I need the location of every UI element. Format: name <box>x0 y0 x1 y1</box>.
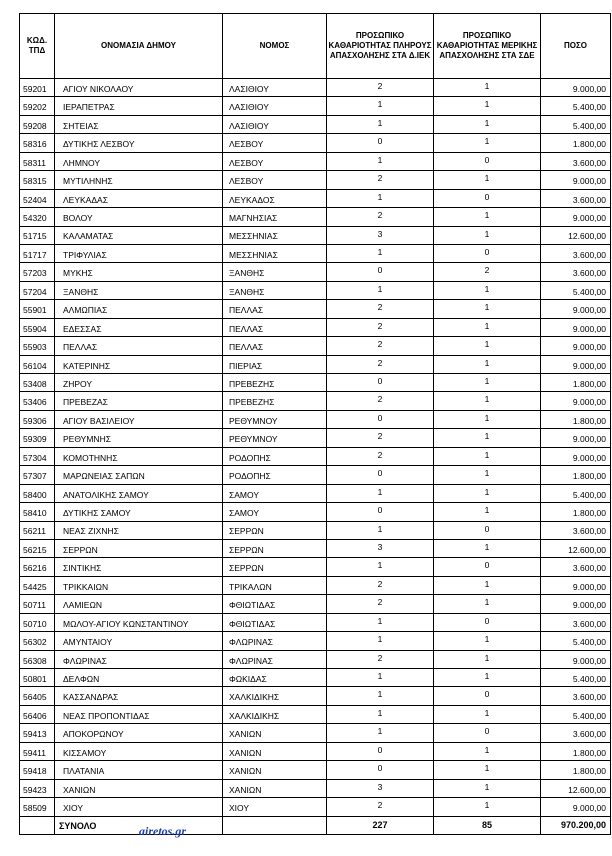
cell-part-time: 0 <box>434 724 541 742</box>
cell-code: 57307 <box>20 466 55 484</box>
cell-prefecture: ΞΑΝΘΗΣ <box>223 263 327 281</box>
cell-full-time: 2 <box>327 79 434 97</box>
table-row <box>20 576 611 594</box>
cell-municipality: ΚΑΤΕΡΙΝΗΣ <box>55 355 223 373</box>
cell-part-time: 0 <box>434 521 541 539</box>
table-row <box>20 669 611 687</box>
table-header-row <box>20 14 611 79</box>
table-row <box>20 355 611 373</box>
cell-full-time: 2 <box>327 300 434 318</box>
cell-code: 56302 <box>20 632 55 650</box>
cell-prefecture: ΣΕΡΡΩΝ <box>223 539 327 557</box>
cell-full-time: 1 <box>327 669 434 687</box>
cell-municipality: ΜΥΤΙΛΗΝΗΣ <box>55 171 223 189</box>
table-row <box>20 539 611 557</box>
table-row <box>20 484 611 502</box>
cell-amount: 5.400,00 <box>541 632 611 650</box>
cell-full-time: 2 <box>327 429 434 447</box>
cell-code: 59423 <box>20 779 55 797</box>
cell-prefecture: ΧΙΟΥ <box>223 798 327 816</box>
cell-amount: 9.000,00 <box>541 576 611 594</box>
cell-part-time: 1 <box>434 503 541 521</box>
table-row <box>20 724 611 742</box>
cell-amount: 5.400,00 <box>541 705 611 723</box>
cell-part-time: 1 <box>434 539 541 557</box>
cell-code: 56406 <box>20 705 55 723</box>
cell-part-time: 1 <box>434 798 541 816</box>
cell-code: 56104 <box>20 355 55 373</box>
cell-part-time: 0 <box>434 189 541 207</box>
cell-amount: 5.400,00 <box>541 484 611 502</box>
cell-code: 50710 <box>20 613 55 631</box>
cell-prefecture: ΦΘΙΩΤΙΔΑΣ <box>223 595 327 613</box>
cell-part-time: 1 <box>434 226 541 244</box>
cell-part-time: 1 <box>434 171 541 189</box>
cell-amount: 1.800,00 <box>541 410 611 428</box>
table-row <box>20 521 611 539</box>
cell-full-time: 1 <box>327 484 434 502</box>
cell-part-time: 2 <box>434 263 541 281</box>
cell-code: 50711 <box>20 595 55 613</box>
cell-amount: 3.600,00 <box>541 724 611 742</box>
cell-municipality: ΛΕΥΚΑΔΑΣ <box>55 189 223 207</box>
total-row <box>20 816 611 834</box>
cell-prefecture: ΠΙΕΡΙΑΣ <box>223 355 327 373</box>
cell-code: 59309 <box>20 429 55 447</box>
cell-code: 59202 <box>20 97 55 115</box>
cell-municipality: ΔΥΤΙΚΗΣ ΛΕΣΒΟΥ <box>55 134 223 152</box>
cell-full-time: 0 <box>327 503 434 521</box>
cell-full-time: 1 <box>327 115 434 133</box>
cell-code: 55901 <box>20 300 55 318</box>
cell-part-time: 1 <box>434 337 541 355</box>
cell-municipality: ΑΓΙΟΥ ΒΑΣΙΛΕΙΟΥ <box>55 410 223 428</box>
cell-code: 55903 <box>20 337 55 355</box>
cell-municipality: ΦΛΩΡΙΝΑΣ <box>55 650 223 668</box>
cell-prefecture: ΠΡΕΒΕΖΗΣ <box>223 392 327 410</box>
cell-code: 57203 <box>20 263 55 281</box>
header-municipality: ΟΝΟΜΑΣΙΑ ΔΗΜΟΥ <box>55 14 223 79</box>
cell-part-time: 1 <box>434 650 541 668</box>
cell-full-time: 1 <box>327 152 434 170</box>
cell-code: 59201 <box>20 79 55 97</box>
cell-amount: 1.800,00 <box>541 134 611 152</box>
cell-amount: 3.600,00 <box>541 263 611 281</box>
cell-prefecture: ΣΕΡΡΩΝ <box>223 558 327 576</box>
cell-full-time: 2 <box>327 576 434 594</box>
cell-municipality: ΞΑΝΘΗΣ <box>55 281 223 299</box>
cell-prefecture: ΧΑΝΙΩΝ <box>223 724 327 742</box>
cell-code: 58509 <box>20 798 55 816</box>
cell-amount: 1.800,00 <box>541 761 611 779</box>
cell-code: 53408 <box>20 374 55 392</box>
cell-full-time: 1 <box>327 97 434 115</box>
header-part-time-staff: ΠΡΟΣΩΠΙΚΟ ΚΑΘΑΡΙΟΤΗΤΑΣ ΜΕΡΙΚΗΣ ΑΠΑΣΧΟΛΗΣΗΣ ΣΤΑ ΣΔΕ <box>434 14 541 79</box>
cell-amount: 5.400,00 <box>541 281 611 299</box>
cell-full-time: 3 <box>327 779 434 797</box>
cell-part-time: 1 <box>434 134 541 152</box>
cell-municipality: ΑΛΜΩΠΙΑΣ <box>55 300 223 318</box>
cell-amount: 12.600,00 <box>541 539 611 557</box>
cell-full-time: 2 <box>327 355 434 373</box>
cell-municipality: ΑΝΑΤΟΛΙΚΗΣ ΣΑΜΟΥ <box>55 484 223 502</box>
cell-municipality: ΑΠΟΚΟΡΩΝΟΥ <box>55 724 223 742</box>
cell-municipality: ΔΥΤΙΚΗΣ ΣΑΜΟΥ <box>55 503 223 521</box>
cell-municipality: ΕΔΕΣΣΑΣ <box>55 318 223 336</box>
cell-prefecture: ΛΑΣΙΘΙΟΥ <box>223 115 327 133</box>
cell-prefecture: ΛΕΥΚΑΔΟΣ <box>223 189 327 207</box>
cell-part-time: 0 <box>434 152 541 170</box>
table-row <box>20 779 611 797</box>
cell-municipality: ΣΗΤΕΙΑΣ <box>55 115 223 133</box>
cell-full-time: 2 <box>327 650 434 668</box>
cell-part-time: 1 <box>434 669 541 687</box>
cell-part-time: 0 <box>434 244 541 262</box>
cell-prefecture: ΛΕΣΒΟΥ <box>223 134 327 152</box>
cell-part-time: 1 <box>434 115 541 133</box>
table-row <box>20 189 611 207</box>
cell-full-time: 2 <box>327 208 434 226</box>
table-row <box>20 466 611 484</box>
cell-full-time: 2 <box>327 392 434 410</box>
cell-part-time: 1 <box>434 466 541 484</box>
cell-full-time: 1 <box>327 558 434 576</box>
cell-code: 59411 <box>20 742 55 760</box>
cell-code: 53406 <box>20 392 55 410</box>
cell-prefecture: ΦΘΙΩΤΙΔΑΣ <box>223 613 327 631</box>
cell-prefecture: ΧΑΛΚΙΔΙΚΗΣ <box>223 687 327 705</box>
cell-municipality: ΧΑΝΙΩΝ <box>55 779 223 797</box>
cell-prefecture: ΡΟΔΟΠΗΣ <box>223 466 327 484</box>
cell-full-time: 2 <box>327 798 434 816</box>
table-row <box>20 171 611 189</box>
cell-amount: 9.000,00 <box>541 337 611 355</box>
table-row <box>20 558 611 576</box>
cell-part-time: 1 <box>434 742 541 760</box>
total-prefecture-cell <box>223 816 327 834</box>
cell-code: 51715 <box>20 226 55 244</box>
cell-code: 52404 <box>20 189 55 207</box>
cell-municipality: ΑΓΙΟΥ ΝΙΚΟΛΑΟΥ <box>55 79 223 97</box>
allocation-table <box>19 13 611 835</box>
table-row <box>20 97 611 115</box>
cell-part-time: 0 <box>434 613 541 631</box>
cell-municipality: ΤΡΙΦΥΛΙΑΣ <box>55 244 223 262</box>
table-row <box>20 761 611 779</box>
table-row <box>20 318 611 336</box>
total-part-time: 85 <box>434 816 541 834</box>
cell-amount: 1.800,00 <box>541 466 611 484</box>
cell-full-time: 0 <box>327 263 434 281</box>
cell-municipality: ΖΗΡΟΥ <box>55 374 223 392</box>
cell-part-time: 1 <box>434 281 541 299</box>
cell-amount: 9.000,00 <box>541 318 611 336</box>
cell-prefecture: ΜΑΓΝΗΣΙΑΣ <box>223 208 327 226</box>
header-amount: ΠΟΣΟ <box>541 14 611 79</box>
cell-code: 58311 <box>20 152 55 170</box>
cell-municipality: ΚΑΛΑΜΑΤΑΣ <box>55 226 223 244</box>
cell-amount: 5.400,00 <box>541 97 611 115</box>
cell-code: 57204 <box>20 281 55 299</box>
cell-code: 59306 <box>20 410 55 428</box>
cell-prefecture: ΦΛΩΡΙΝΑΣ <box>223 650 327 668</box>
cell-part-time: 1 <box>434 392 541 410</box>
cell-municipality: ΠΡΕΒΕΖΑΣ <box>55 392 223 410</box>
cell-prefecture: ΧΑΝΙΩΝ <box>223 779 327 797</box>
cell-prefecture: ΠΕΛΛΑΣ <box>223 337 327 355</box>
cell-municipality: ΑΜΥΝΤΑΙΟΥ <box>55 632 223 650</box>
cell-prefecture: ΛΑΣΙΘΙΟΥ <box>223 97 327 115</box>
cell-code: 56216 <box>20 558 55 576</box>
table-row <box>20 632 611 650</box>
cell-municipality: ΛΗΜΝΟΥ <box>55 152 223 170</box>
total-full-time: 227 <box>327 816 434 834</box>
cell-part-time: 0 <box>434 558 541 576</box>
cell-amount: 3.600,00 <box>541 558 611 576</box>
cell-amount: 3.600,00 <box>541 687 611 705</box>
cell-part-time: 1 <box>434 410 541 428</box>
cell-amount: 9.000,00 <box>541 650 611 668</box>
cell-part-time: 1 <box>434 429 541 447</box>
table-row <box>20 613 611 631</box>
cell-part-time: 1 <box>434 595 541 613</box>
cell-amount: 3.600,00 <box>541 521 611 539</box>
cell-amount: 12.600,00 <box>541 226 611 244</box>
cell-prefecture: ΧΑΝΙΩΝ <box>223 761 327 779</box>
cell-prefecture: ΛΕΣΒΟΥ <box>223 152 327 170</box>
cell-municipality: ΜΩΛΟΥ-ΑΓΙΟΥ ΚΩΝΣΤΑΝΤΙΝΟΥ <box>55 613 223 631</box>
cell-full-time: 0 <box>327 374 434 392</box>
cell-full-time: 0 <box>327 742 434 760</box>
cell-part-time: 1 <box>434 576 541 594</box>
cell-code: 58315 <box>20 171 55 189</box>
table-row <box>20 134 611 152</box>
cell-code: 58316 <box>20 134 55 152</box>
cell-amount: 9.000,00 <box>541 171 611 189</box>
cell-amount: 1.800,00 <box>541 742 611 760</box>
cell-code: 56215 <box>20 539 55 557</box>
cell-part-time: 1 <box>434 97 541 115</box>
cell-prefecture: ΠΡΕΒΕΖΗΣ <box>223 374 327 392</box>
table-row <box>20 705 611 723</box>
cell-municipality: ΜΥΚΗΣ <box>55 263 223 281</box>
cell-part-time: 1 <box>434 779 541 797</box>
cell-municipality: ΡΕΘΥΜΝΗΣ <box>55 429 223 447</box>
cell-municipality: ΧΙΟΥ <box>55 798 223 816</box>
cell-municipality: ΤΡΙΚΚΑΙΩΝ <box>55 576 223 594</box>
cell-municipality: ΜΑΡΩΝΕΙΑΣ ΣΑΠΩΝ <box>55 466 223 484</box>
table-row <box>20 226 611 244</box>
table-row <box>20 337 611 355</box>
cell-prefecture: ΜΕΣΣΗΝΙΑΣ <box>223 226 327 244</box>
cell-part-time: 1 <box>434 705 541 723</box>
cell-code: 50801 <box>20 669 55 687</box>
cell-code: 54320 <box>20 208 55 226</box>
cell-prefecture: ΞΑΝΘΗΣ <box>223 281 327 299</box>
cell-prefecture: ΠΕΛΛΑΣ <box>223 300 327 318</box>
cell-amount: 1.800,00 <box>541 374 611 392</box>
cell-prefecture: ΛΑΣΙΘΙΟΥ <box>223 79 327 97</box>
cell-full-time: 1 <box>327 189 434 207</box>
cell-part-time: 1 <box>434 447 541 465</box>
cell-full-time: 1 <box>327 521 434 539</box>
cell-amount: 3.600,00 <box>541 189 611 207</box>
total-label: ΣΥΝΟΛΟ <box>55 816 223 834</box>
cell-amount: 9.000,00 <box>541 429 611 447</box>
cell-municipality: ΣΙΝΤΙΚΗΣ <box>55 558 223 576</box>
cell-full-time: 1 <box>327 613 434 631</box>
table-row <box>20 152 611 170</box>
cell-full-time: 1 <box>327 281 434 299</box>
cell-code: 59208 <box>20 115 55 133</box>
header-prefecture: ΝΟΜΟΣ <box>223 14 327 79</box>
header-full-time-staff: ΠΡΟΣΩΠΙΚΟ ΚΑΘΑΡΙΟΤΗΤΑΣ ΠΛΗΡΟΥΣ ΑΠΑΣΧΟΛΗΣΗΣ ΣΤΑ Δ.ΙΕΚ <box>327 14 434 79</box>
cell-amount: 3.600,00 <box>541 244 611 262</box>
cell-amount: 5.400,00 <box>541 669 611 687</box>
cell-code: 55904 <box>20 318 55 336</box>
table-row <box>20 300 611 318</box>
table-row <box>20 687 611 705</box>
cell-municipality: ΛΑΜΙΕΩΝ <box>55 595 223 613</box>
table-row <box>20 650 611 668</box>
cell-amount: 9.000,00 <box>541 798 611 816</box>
cell-municipality: ΔΕΛΦΩΝ <box>55 669 223 687</box>
cell-municipality: ΝΕΑΣ ΖΙΧΝΗΣ <box>55 521 223 539</box>
cell-part-time: 1 <box>434 300 541 318</box>
cell-amount: 9.000,00 <box>541 208 611 226</box>
cell-code: 56211 <box>20 521 55 539</box>
table-row <box>20 263 611 281</box>
table-row <box>20 447 611 465</box>
cell-full-time: 1 <box>327 687 434 705</box>
cell-municipality: ΝΕΑΣ ΠΡΟΠΟΝΤΙΔΑΣ <box>55 705 223 723</box>
cell-full-time: 1 <box>327 632 434 650</box>
cell-code: 58400 <box>20 484 55 502</box>
cell-amount: 3.600,00 <box>541 613 611 631</box>
cell-full-time: 3 <box>327 226 434 244</box>
cell-prefecture: ΣΑΜΟΥ <box>223 484 327 502</box>
cell-full-time: 2 <box>327 318 434 336</box>
cell-municipality: ΠΛΑΤΑΝΙΑ <box>55 761 223 779</box>
cell-part-time: 0 <box>434 687 541 705</box>
cell-amount: 5.400,00 <box>541 115 611 133</box>
cell-amount: 9.000,00 <box>541 300 611 318</box>
table-row <box>20 798 611 816</box>
cell-code: 54425 <box>20 576 55 594</box>
cell-municipality: ΙΕΡΑΠΕΤΡΑΣ <box>55 97 223 115</box>
table-row <box>20 742 611 760</box>
total-code-cell <box>20 816 55 834</box>
cell-code: 59418 <box>20 761 55 779</box>
table-row <box>20 244 611 262</box>
cell-amount: 3.600,00 <box>541 152 611 170</box>
cell-full-time: 2 <box>327 171 434 189</box>
cell-part-time: 1 <box>434 208 541 226</box>
cell-code: 58410 <box>20 503 55 521</box>
cell-code: 51717 <box>20 244 55 262</box>
cell-full-time: 1 <box>327 244 434 262</box>
cell-full-time: 3 <box>327 539 434 557</box>
cell-code: 56405 <box>20 687 55 705</box>
cell-prefecture: ΡΕΘΥΜΝΟΥ <box>223 410 327 428</box>
table-row <box>20 503 611 521</box>
cell-full-time: 2 <box>327 595 434 613</box>
cell-part-time: 1 <box>434 79 541 97</box>
cell-full-time: 0 <box>327 134 434 152</box>
cell-amount: 9.000,00 <box>541 595 611 613</box>
cell-prefecture: ΣΕΡΡΩΝ <box>223 521 327 539</box>
cell-part-time: 1 <box>434 632 541 650</box>
cell-prefecture: ΠΕΛΛΑΣ <box>223 318 327 336</box>
table-row <box>20 374 611 392</box>
cell-full-time: 0 <box>327 761 434 779</box>
cell-amount: 9.000,00 <box>541 392 611 410</box>
cell-prefecture: ΤΡΙΚΑΛΩΝ <box>223 576 327 594</box>
cell-prefecture: ΧΑΝΙΩΝ <box>223 742 327 760</box>
table-row <box>20 281 611 299</box>
table-row <box>20 208 611 226</box>
cell-code: 59413 <box>20 724 55 742</box>
cell-amount: 9.000,00 <box>541 79 611 97</box>
table-row <box>20 410 611 428</box>
cell-amount: 9.000,00 <box>541 355 611 373</box>
header-code: ΚΩΔ. ΤΠΔ <box>20 14 55 79</box>
cell-code: 56308 <box>20 650 55 668</box>
cell-prefecture: ΦΛΩΡΙΝΑΣ <box>223 632 327 650</box>
cell-prefecture: ΜΕΣΣΗΝΙΑΣ <box>223 244 327 262</box>
cell-prefecture: ΦΩΚΙΔΑΣ <box>223 669 327 687</box>
cell-amount: 12.600,00 <box>541 779 611 797</box>
cell-prefecture: ΛΕΣΒΟΥ <box>223 171 327 189</box>
table-row <box>20 115 611 133</box>
table-row <box>20 392 611 410</box>
cell-municipality: ΚΑΣΣΑΝΔΡΑΣ <box>55 687 223 705</box>
cell-part-time: 1 <box>434 484 541 502</box>
cell-municipality: ΚΟΜΟΤΗΝΗΣ <box>55 447 223 465</box>
cell-full-time: 1 <box>327 724 434 742</box>
total-amount: 970.200,00 <box>541 816 611 834</box>
cell-amount: 1.800,00 <box>541 503 611 521</box>
cell-full-time: 1 <box>327 705 434 723</box>
cell-amount: 9.000,00 <box>541 447 611 465</box>
cell-municipality: ΣΕΡΡΩΝ <box>55 539 223 557</box>
cell-part-time: 1 <box>434 374 541 392</box>
cell-prefecture: ΡΟΔΟΠΗΣ <box>223 447 327 465</box>
cell-part-time: 1 <box>434 355 541 373</box>
cell-prefecture: ΧΑΛΚΙΔΙΚΗΣ <box>223 705 327 723</box>
table-row <box>20 595 611 613</box>
cell-municipality: ΚΙΣΣΑΜΟΥ <box>55 742 223 760</box>
cell-municipality: ΠΕΛΛΑΣ <box>55 337 223 355</box>
cell-full-time: 0 <box>327 410 434 428</box>
cell-part-time: 1 <box>434 318 541 336</box>
table-row <box>20 429 611 447</box>
cell-prefecture: ΣΑΜΟΥ <box>223 503 327 521</box>
cell-code: 57304 <box>20 447 55 465</box>
watermark-text: airetos.gr <box>139 824 187 838</box>
cell-part-time: 1 <box>434 761 541 779</box>
cell-full-time: 0 <box>327 466 434 484</box>
cell-full-time: 2 <box>327 337 434 355</box>
cell-prefecture: ΡΕΘΥΜΝΟΥ <box>223 429 327 447</box>
cell-municipality: ΒΟΛΟΥ <box>55 208 223 226</box>
cell-full-time: 2 <box>327 447 434 465</box>
table-row <box>20 79 611 97</box>
